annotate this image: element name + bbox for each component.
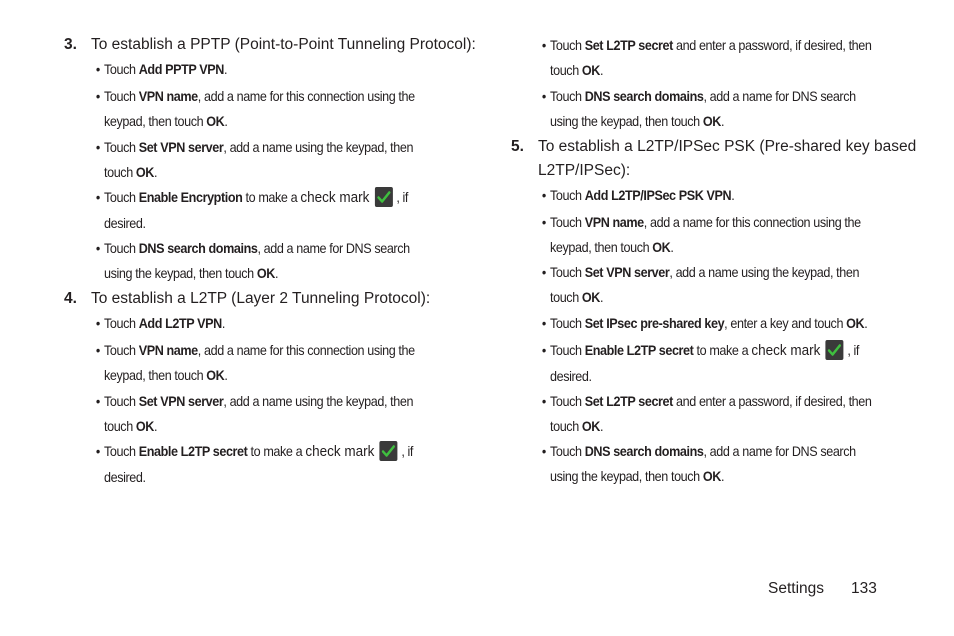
ui-term: OK (581, 288, 601, 305)
bullet-dot: • (541, 187, 546, 203)
ui-term: DNS search domains (584, 88, 704, 104)
bullet-item (95, 185, 482, 235)
ui-term: Add L2TP/IPSec PSK VPN (584, 187, 732, 203)
bullet-text: using the keypad, then touch (550, 112, 703, 129)
bullet-text: . (670, 238, 674, 255)
step-number: 3. (64, 36, 77, 53)
bullet-item (95, 135, 482, 184)
check-mark-icon (375, 187, 393, 207)
bullet-text: Touch (104, 240, 139, 256)
bullet-text: Touch (104, 443, 139, 459)
bullet-text: , add a name for this connection using the (197, 342, 415, 358)
bullet-item (95, 439, 482, 489)
bullet-text: Touch (104, 189, 139, 205)
bullet-item (95, 311, 482, 336)
bullet-text: keypad, then touch (550, 238, 653, 255)
bullet-dot: • (541, 264, 546, 280)
bullet-text: Touch (104, 315, 139, 331)
bullet-text: . (154, 163, 158, 180)
bullet-text: , add a name using the keypad, then (223, 393, 414, 409)
bullet-text: . (720, 112, 725, 129)
bullet-text: and enter a password, if desired, then (672, 393, 872, 409)
bullet-item (541, 311, 928, 336)
bullet-item (541, 338, 928, 388)
bullet-text: , if (401, 443, 414, 459)
bullet-text: , enter a key and touch (724, 315, 847, 331)
bullet-text: touch (104, 163, 136, 180)
ui-term: OK (256, 264, 275, 281)
bullet-text: . (274, 264, 279, 281)
bullet-dot: • (541, 342, 546, 358)
ui-term: Add L2TP VPN (138, 315, 222, 331)
bullet-item (541, 260, 928, 309)
footer-section: Settings (768, 580, 825, 597)
bullet-text: Touch (550, 342, 585, 358)
bullet-text: Touch (550, 187, 585, 203)
check-mark-icon (826, 340, 844, 360)
bullet-text: , add a name using the keypad, then (223, 139, 414, 155)
bullet-item (541, 33, 928, 82)
bullet-text: , add a name for this connection using the (643, 214, 861, 230)
ui-term: Set L2TP secret (584, 37, 673, 53)
ui-term: Enable Encryption (138, 189, 243, 205)
bullet-text: using the keypad, then touch (104, 264, 257, 281)
ui-term: OK (135, 417, 155, 434)
bullet-dot: • (95, 139, 100, 155)
ui-term: Add PPTP VPN (138, 61, 224, 77)
step-heading (511, 135, 917, 159)
check-mark-icon (380, 441, 398, 461)
bullet-text: Touch (104, 88, 139, 104)
bullet-item (541, 210, 928, 259)
bullet-item (541, 84, 928, 133)
ui-term: OK (846, 315, 865, 331)
bullet-text: keypad, then touch (104, 112, 207, 129)
bullet-text: . (600, 288, 604, 305)
step-text: To establish a L2TP (Layer 2 Tunneling Protocol): (91, 290, 431, 307)
bullet-dot: • (95, 189, 100, 205)
bullet-text: desired. (104, 214, 146, 231)
bullet-text: Touch (550, 264, 585, 280)
step-text: To establish a PPTP (Point-to-Point Tunneling Protocol): (91, 36, 476, 53)
ui-term: Enable L2TP secret (138, 443, 248, 459)
bullet-dot: • (95, 240, 100, 256)
ui-term: Set IPsec pre-shared key (584, 315, 725, 331)
bullet-text: . (223, 61, 228, 77)
bullet-item (95, 236, 482, 285)
check-mark-label: check mark (305, 443, 375, 460)
step-text: L2TP/IPSec): (538, 162, 631, 179)
ui-term: OK (652, 238, 671, 255)
ui-term: OK (702, 112, 721, 129)
bullet-text: to make a (242, 189, 301, 205)
bullet-text: and enter a password, if desired, then (672, 37, 872, 53)
check-mark-label: check mark (300, 189, 370, 206)
bullet-text: , add a name for this connection using the (197, 88, 415, 104)
check-mark-label: check mark (751, 342, 821, 359)
ui-term: OK (206, 366, 225, 383)
bullet-dot: • (95, 342, 100, 358)
bullet-text: . (720, 467, 725, 484)
bullet-item (95, 57, 482, 82)
bullet-text: Touch (550, 315, 585, 331)
bullet-text: , add a name using the keypad, then (669, 264, 860, 280)
bullet-text: . (600, 417, 604, 434)
step-number: 5. (511, 138, 524, 155)
bullet-dot: • (95, 61, 100, 77)
ui-term: Set VPN server (138, 393, 224, 409)
bullet-dot: • (95, 443, 100, 459)
bullet-dot: • (541, 214, 546, 230)
ui-term: OK (206, 112, 225, 129)
ui-term: OK (702, 467, 721, 484)
bullet-text: touch (104, 417, 136, 434)
bullet-dot: • (95, 88, 100, 104)
bullet-text: Touch (550, 214, 585, 230)
bullet-dot: • (541, 393, 546, 409)
bullet-text: , add a name for DNS search (257, 240, 410, 256)
bullet-text: . (221, 315, 225, 331)
bullet-text: Touch (550, 393, 585, 409)
ui-term: VPN name (138, 342, 198, 358)
bullet-text: Touch (104, 61, 139, 77)
bullet-text: . (731, 187, 735, 203)
bullet-item (95, 338, 482, 387)
bullet-text: . (224, 112, 228, 129)
bullet-text: , if (396, 189, 409, 205)
bullet-item (541, 439, 928, 488)
bullet-text: touch (550, 288, 582, 305)
bullet-text: desired. (550, 367, 592, 384)
bullet-text: using the keypad, then touch (550, 467, 703, 484)
bullet-dot: • (95, 315, 100, 331)
step-heading (64, 287, 431, 311)
ui-term: OK (135, 163, 155, 180)
bullet-text: to make a (247, 443, 306, 459)
bullet-dot: • (541, 443, 546, 459)
bullet-item (541, 183, 928, 208)
bullet-item (95, 389, 482, 438)
bullet-text: Touch (104, 139, 139, 155)
bullet-dot: • (95, 393, 100, 409)
bullet-text: , add a name for DNS search (703, 443, 856, 459)
bullet-text: Touch (104, 342, 139, 358)
bullet-dot: • (541, 315, 546, 331)
bullet-text: to make a (693, 342, 752, 358)
bullet-text: . (600, 61, 604, 78)
bullet-text: Touch (550, 37, 585, 53)
ui-term: OK (581, 417, 601, 434)
bullet-text: , if (847, 342, 860, 358)
bullet-dot: • (541, 37, 546, 53)
step-text: To establish a L2TP/IPSec PSK (Pre-shared key based (538, 138, 917, 155)
bullet-text: desired. (104, 468, 146, 485)
ui-term: Set L2TP secret (584, 393, 673, 409)
page-number: 133 (851, 580, 877, 597)
bullet-text: touch (550, 61, 582, 78)
step-heading (538, 159, 630, 183)
ui-term: DNS search domains (584, 443, 704, 459)
bullet-text: touch (550, 417, 582, 434)
bullet-item (541, 389, 928, 438)
bullet-text: , add a name for DNS search (703, 88, 856, 104)
bullet-text: . (864, 315, 868, 331)
bullet-text: keypad, then touch (104, 366, 207, 383)
bullet-text: Touch (550, 88, 585, 104)
bullet-item (95, 84, 482, 133)
ui-term: VPN name (584, 214, 644, 230)
ui-term: VPN name (138, 88, 198, 104)
bullet-dot: • (541, 88, 546, 104)
bullet-text: Touch (550, 443, 585, 459)
ui-term: Enable L2TP secret (584, 342, 694, 358)
ui-term: OK (581, 61, 601, 78)
step-number: 4. (64, 290, 77, 307)
ui-term: Set VPN server (584, 264, 670, 280)
bullet-text: . (154, 417, 158, 434)
ui-term: DNS search domains (138, 240, 258, 256)
bullet-text: Touch (104, 393, 139, 409)
bullet-text: . (224, 366, 228, 383)
step-heading (64, 33, 476, 57)
ui-term: Set VPN server (138, 139, 224, 155)
